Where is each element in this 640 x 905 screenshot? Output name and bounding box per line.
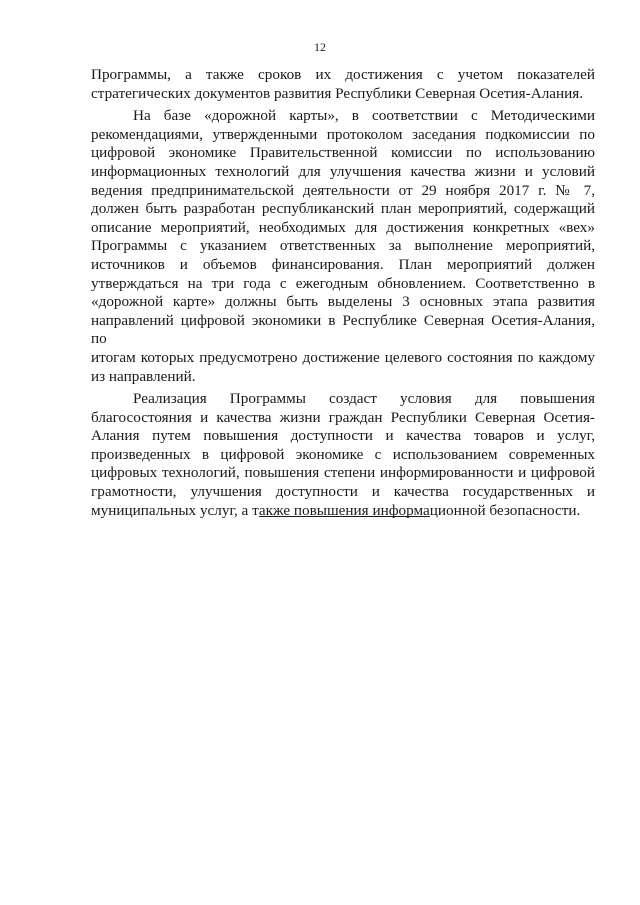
text-line: На базе «дорожной карты», в соответствии с Методическими [133, 107, 595, 125]
text-line: Алания путем повышения доступности и качества товаров и услуг, [91, 427, 595, 445]
text-line: грамотности, улучшения доступности и качества государственных и [91, 483, 595, 501]
text-line: источников и объемов финансирования. План мероприятий должен [91, 255, 595, 273]
text-line: благосостояния и качества жизни граждан Республики Северная Осетия- [91, 408, 595, 426]
text-line: Программы, а также сроков их достижения с учетом показателей [91, 66, 595, 83]
text-line: направлений цифровой экономики в Республике Северная Осетия-Алания, по [91, 311, 595, 348]
page-number: 12 [314, 40, 326, 54]
text-line: утверждаться на три года с ежегодным обновлением. Соответственно в [91, 274, 595, 292]
text-line: описание мероприятий, необходимых для достижения конкретных «вех» [91, 218, 595, 236]
text-line: из направлений. [91, 367, 196, 385]
text-line: Программы с указанием ответственных за выполнение мероприятий, [91, 237, 595, 255]
text-line: информационных технологий для улучшения качества жизни и условий [91, 162, 595, 180]
text-line: стратегических документов развития Республики Северная Осетия-Алания. [91, 84, 584, 102]
text-line: Реализация Программы создаст условия для повышения [133, 390, 595, 408]
text-line: итогам которых предусмотрено достижение целевого состояния по каждому [91, 348, 595, 366]
text-line: цифровых технологий, повышения степени информированности и цифровой [91, 464, 595, 482]
document-body [91, 66, 595, 520]
paragraph-roadmap [91, 107, 595, 386]
text-line: рекомендациями, утвержденными протоколом заседания подкомиссии по [91, 125, 595, 143]
text-line: «дорожной карте» должны быть выделены 3 основных этапа развития [91, 293, 595, 311]
text-line: муниципальных услуг, а также повышения информационной безопасности. [91, 501, 581, 519]
text-line: ведения предпринимательской деятельности от 29 ноября 2017 г. № 7, [91, 181, 595, 199]
paragraph-continuation [91, 66, 595, 103]
text-line: произведенных в цифровой экономике с использованием современных [91, 445, 595, 463]
paragraph-implementation [91, 390, 595, 520]
end-separator-line [259, 516, 430, 517]
text-line: цифровой экономике Правительственной комиссии по использованию [91, 144, 595, 162]
text-line: должен быть разработан республиканский план мероприятий, содержащий [91, 200, 595, 218]
